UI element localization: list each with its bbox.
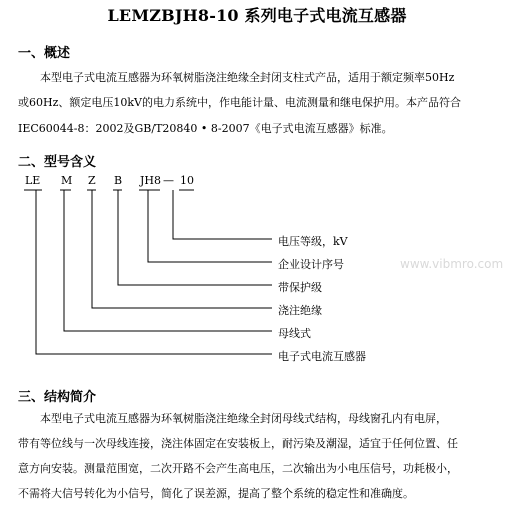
label-cast-insulation: 浇注绝缘: [278, 304, 322, 317]
leader-cast-insulation: [92, 190, 272, 308]
structure-line-4: 不需将大信号转化为小信号，简化了误差源，提高了整个系统的稳定性和准确度。: [18, 487, 414, 500]
overview-line-1: 本型电子式电流互感器为环氧树脂浇注绝缘全封闭支柱式产品，适用于额定频率50Hz: [40, 71, 455, 84]
label-busbar-type: 母线式: [278, 327, 311, 340]
code-part-le: LE: [25, 174, 41, 187]
label-electronic-ct: 电子式电流互感器: [278, 350, 366, 363]
section-heading-model: 二、型号含义: [18, 155, 97, 170]
leader-protection: [118, 190, 272, 285]
watermark-text: www.vibmro.com: [400, 257, 504, 271]
leader-design-serial: [148, 190, 272, 262]
code-part-m: M: [61, 174, 73, 187]
leader-busbar: [64, 190, 272, 331]
code-part-10: 10: [180, 174, 194, 187]
overview-line-2: 或60Hz、额定电压10kV的电力系统中，作电能计量、电流测量和继电保护用。本产品符合: [18, 96, 461, 109]
section-heading-structure: 三、结构简介: [18, 390, 97, 405]
leader-voltage: [173, 190, 272, 239]
label-voltage-level: 电压等级，kV: [278, 235, 348, 248]
overview-line-3: IEC60044-8：2002及GB/T20840 • 8-2007《电子式电流互感器》标准。: [18, 122, 393, 135]
label-design-serial: 企业设计序号: [278, 258, 344, 271]
code-part-jh8: JH8: [140, 174, 162, 187]
leader-electronic-ct: [36, 190, 272, 354]
structure-line-2: 带有等位线与一次母线连接，浇注体固定在安装板上，耐污染及潮湿，适宜于任何位置、任: [18, 437, 458, 450]
code-part-b: B: [114, 174, 123, 187]
label-protection-class: 带保护级: [278, 281, 322, 294]
structure-line-1: 本型电子式电流互感器为环氧树脂浇注绝缘全封闭母线式结构，母线窗孔内有电屏，: [40, 412, 447, 425]
page-title: LEMZBJH8-10 系列电子式电流互感器: [107, 6, 407, 25]
code-part-dash: —: [163, 174, 174, 187]
section-heading-overview: 一、概述: [18, 46, 71, 61]
code-part-z: Z: [88, 174, 96, 187]
structure-line-3: 意方向安装。测量范围宽，二次开路不会产生高电压，二次输出为小电压信号，功耗极小，: [18, 462, 458, 475]
